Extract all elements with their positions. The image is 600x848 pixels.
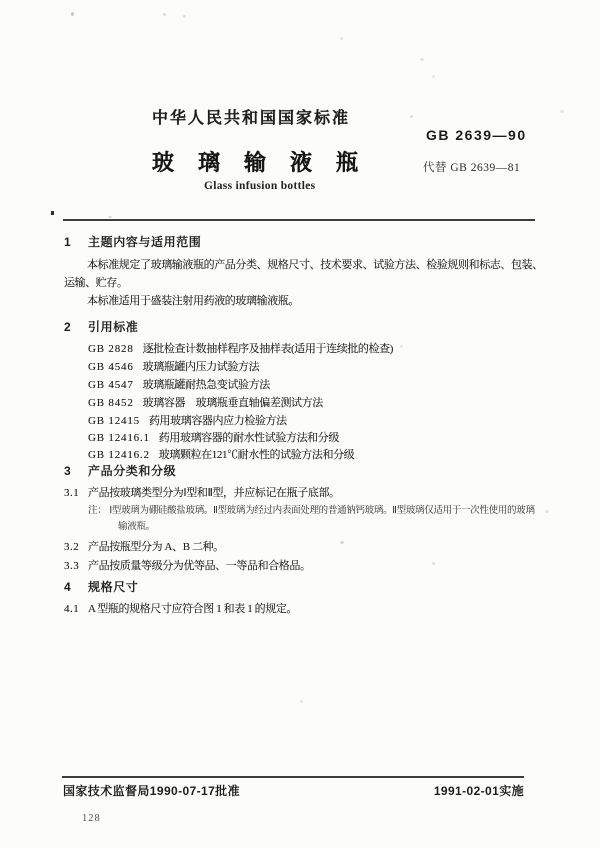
clause-4-1: [64, 600, 297, 616]
clause-3-1-note: [88, 502, 535, 516]
reference-row: [88, 394, 323, 410]
clause-number: 3.3: [64, 560, 80, 572]
section-4-heading: [64, 578, 138, 595]
reference-row: [88, 429, 339, 445]
standard-label: 中华人民共和国国家标准: [152, 110, 351, 127]
clause-text: 产品按质量等级分为优等品、一等品和合格品。: [88, 560, 311, 572]
clause-number: 4.1: [64, 603, 80, 615]
header-divider: [63, 219, 535, 221]
reference-title: 玻璃颗粒在121℃耐水性的试验方法和分级: [158, 449, 355, 461]
clause-3-2: [64, 538, 224, 554]
note-text-line-2: 输液瓶。: [118, 522, 155, 532]
document-title-cn: 玻璃输液瓶: [152, 150, 383, 175]
reference-row: [88, 446, 354, 462]
section-2-title: 引用标准: [88, 320, 139, 334]
scan-speck: [300, 700, 303, 703]
clause-3-3: [64, 557, 311, 573]
scan-speck: [560, 110, 564, 113]
section-4-number: 4: [64, 580, 71, 594]
reference-code: GB 4547: [88, 379, 134, 391]
clause-text: 产品按瓶型分为 A、B 二种。: [88, 541, 224, 553]
footer-approval: 国家技术监督局1990-07-17批准: [63, 784, 240, 798]
scan-speck: [410, 115, 413, 118]
scan-speck: [183, 15, 186, 18]
scan-speck: [545, 510, 549, 513]
section-1-number: 1: [64, 235, 71, 249]
scan-mark: [51, 211, 54, 215]
reference-title: 玻璃瓶罐耐热急变试验方法: [142, 379, 270, 391]
reference-code: GB 12416.1: [88, 432, 150, 444]
footer-divider: [62, 776, 524, 778]
standard-number: GB 2639—90: [426, 127, 527, 143]
clause-number: 3.1: [64, 487, 80, 499]
note-label: 注：: [88, 506, 107, 516]
scan-speck: [420, 58, 424, 61]
scan-speck: [108, 216, 112, 218]
clause-3-1-note-continuation: [118, 518, 155, 532]
reference-title: 逐批检查计数抽样程序及抽样表(适用于连续批的检查): [142, 343, 393, 355]
clause-3-1: [64, 484, 340, 500]
clause-text: A 型瓶的规格尺寸应符合图 1 和表 1 的规定。: [88, 603, 298, 615]
section-2-number: 2: [64, 320, 71, 334]
document-title-en: Glass infusion bottles: [204, 180, 316, 192]
reference-title: 玻璃容器 玻璃瓶垂直轴偏差测试方法: [142, 397, 323, 409]
reference-title: 药用玻璃容器的耐水性试验方法和分级: [158, 432, 339, 444]
section-3-title: 产品分类和分级: [88, 464, 177, 478]
scan-speck: [432, 562, 435, 565]
supersedes-note: 代替 GB 2639—81: [423, 162, 521, 174]
scan-speck: [163, 13, 166, 16]
scan-speck: [340, 37, 343, 40]
reference-row: [88, 412, 287, 428]
reference-code: GB 12415: [88, 415, 140, 427]
reference-code: GB 12416.2: [88, 449, 150, 461]
section-1-paragraph-1: 本标准规定了玻璃输液瓶的产品分类、规格尺寸、技术要求、试验方法、检验规则和标志、包装、运输、贮存。: [64, 259, 543, 289]
reference-title: 玻璃瓶罐内压力试验方法: [142, 361, 260, 373]
section-3-heading: [64, 462, 176, 479]
page-number: 128: [82, 813, 101, 824]
section-2-heading: [64, 318, 138, 335]
section-1-paragraph-2: 本标准适用于盛装注射用药液的玻璃输液瓶。: [87, 295, 299, 307]
note-text-line-1: Ⅰ型玻璃为硼硅酸盐玻璃。Ⅱ型玻璃为经过内表面处理的普通钠钙玻璃。Ⅱ型玻璃仅适用于一次性使用的玻璃: [109, 506, 535, 516]
section-1-heading: [64, 233, 201, 250]
reference-row: [88, 376, 270, 392]
scan-speck: [340, 541, 344, 544]
footer-implementation: 1991-02-01实施: [433, 784, 524, 798]
section-1-title: 主题内容与适用范围: [88, 235, 202, 249]
scan-speck: [400, 345, 403, 348]
reference-code: GB 2828: [88, 343, 134, 355]
scan-speck: [71, 12, 74, 16]
reference-code: GB 8452: [88, 397, 134, 409]
clause-number: 3.2: [64, 541, 80, 553]
reference-code: GB 4546: [88, 361, 134, 373]
reference-title: 药用玻璃容器内应力检验方法: [148, 415, 287, 427]
section-3-number: 3: [64, 464, 71, 478]
section-4-title: 规格尺寸: [88, 580, 139, 594]
scan-speck: [432, 75, 435, 78]
clause-text: 产品按玻璃类型分为Ⅰ型和Ⅱ型，并应标记在瓶子底部。: [88, 487, 340, 499]
reference-row: [88, 358, 259, 374]
reference-row: [88, 340, 393, 356]
